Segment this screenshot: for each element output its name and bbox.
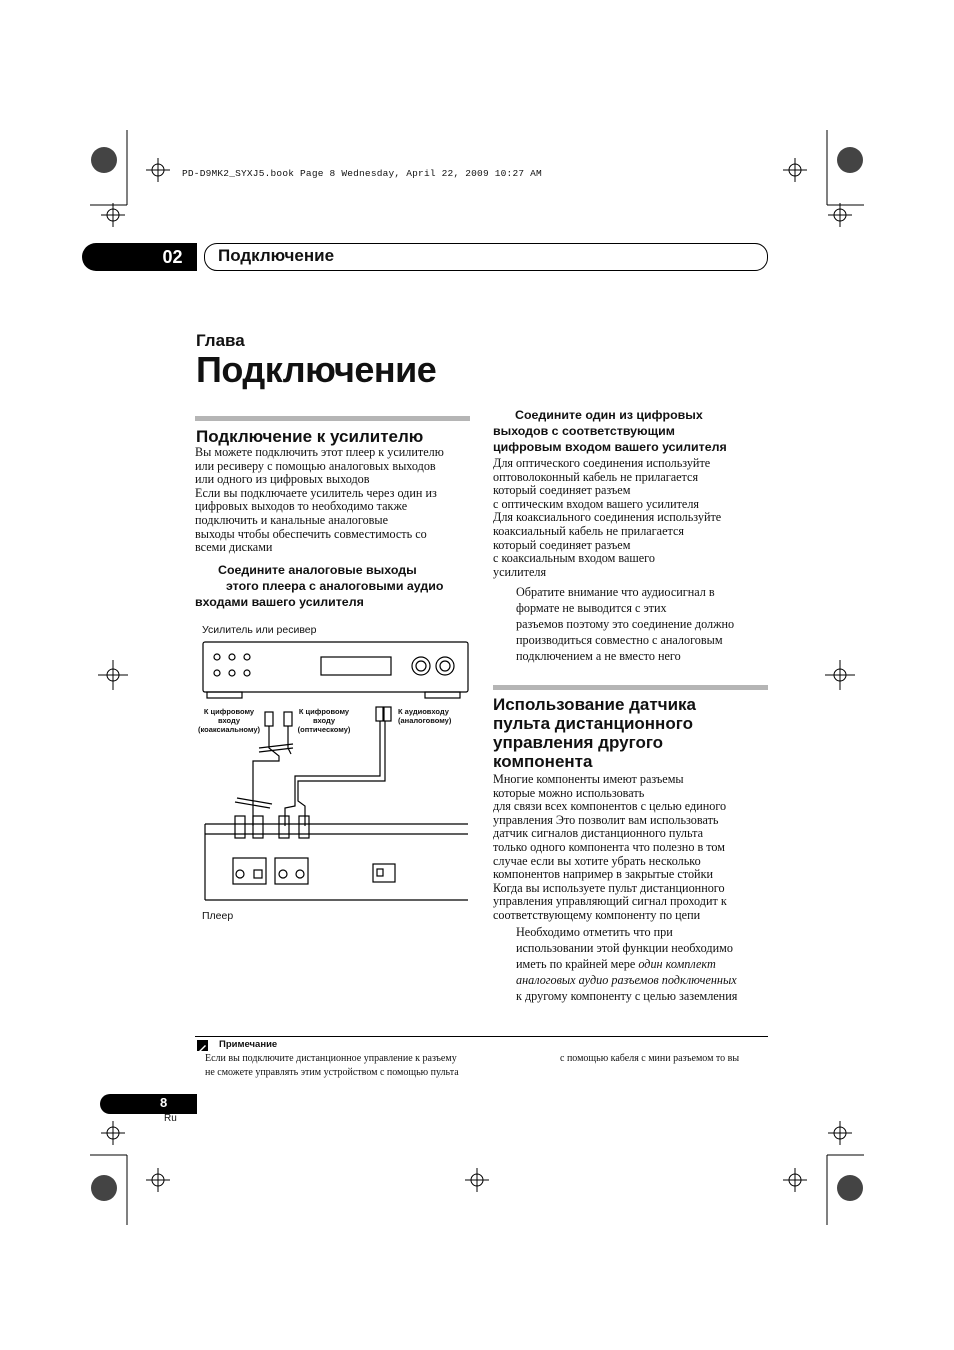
connection-diagram	[195, 636, 475, 916]
footnote-line1a: Если вы подключите дистанционное управление к разъему	[205, 1053, 457, 1064]
note-icon	[197, 1040, 208, 1051]
analog-note: Обратите внимание что аудиосигнал в формате не выводится с этих разъемов поэтому это соединение должно производиться совместно с аналоговым подключением а не вместо него	[516, 585, 735, 663]
chapter-kicker: Глава	[196, 331, 245, 350]
page-number: 8	[160, 1095, 168, 1110]
section-title-amplifier: Подключение к усилителю	[196, 427, 424, 446]
player-label: Плеер	[202, 910, 234, 922]
page-lang: Ru	[164, 1113, 177, 1124]
print-header: PD-D9MK2_SYXJ5.book Page 8 Wednesday, April 22, 2009 10:27 AM	[182, 168, 542, 179]
optical-label: К цифровому входу (оптическому)	[297, 707, 351, 734]
intro-paragraph: Вы можете подключить этот плеер к усилителю или ресиверу с помощью аналоговых выходов или одного из цифровых выходов Если вы подключаете усилитель через один из цифровых выходов то необходимо также подключить и канальные аналоговые выходы чтобы обеспечить совместимость со всеми дисками	[195, 445, 444, 555]
footnote-line1b: с помощью кабеля с мини разъемом то вы	[560, 1053, 740, 1064]
section-title-remote: Использование датчика пульта дистанционного управления другого компонента	[493, 695, 696, 771]
footnote-rule	[195, 1036, 768, 1037]
remote-paragraph: Многие компоненты имеют разъемы которые можно использовать для связи всех компонентов с целью единого управления Это позволит вам использовать датчик сигналов дистанционного пульта только одного компонента что полезно в том случае если вы хотите убрать несколько компонентов например в закрытые стойки Когда вы используете пульт дистанционного управления управляющий сигнал проходит к соответствующему компоненту по цепи	[493, 772, 727, 922]
page-tab	[100, 1094, 197, 1114]
analog-label: К аудиовходу (аналоговому)	[398, 707, 452, 725]
page-title: Подключение	[196, 349, 437, 390]
footnote-line2: не сможете управлять этим устройством с помощью пульта	[205, 1067, 459, 1078]
chapter-number: 02	[162, 247, 183, 267]
footnote-label: Примечание	[219, 1039, 278, 1050]
step-2: Соедините один из цифровых выходов с соответствующим цифровым входом вашего усилителя	[493, 408, 727, 454]
amplifier-label: Усилитель или ресивер	[202, 624, 317, 636]
section-rule-2	[493, 685, 768, 690]
grounding-note: Необходимо отметить что при использовании этой функции необходимо иметь по крайней мере один комплект аналоговых аудио разъемов подключенных к другому компоненту с целью заземления	[516, 925, 738, 1003]
coax-label: К цифровому входу (коаксиальному)	[198, 707, 261, 734]
section-rule	[195, 416, 470, 421]
chapter-bar-title: Подключение	[218, 246, 335, 265]
step-1: Соедините аналоговые выходы этого плеера с аналоговыми аудио входами вашего усилителя	[195, 563, 444, 609]
digital-connection-text: Для оптического соединения используйте оптоволоконный кабель не прилагается который соединяет разъем с оптическим входом вашего усилителя Для коаксиального соединения используйте коаксиальный кабель не прилагается который соединяет разъем с коаксиальным входом вашего усилителя	[493, 456, 722, 579]
